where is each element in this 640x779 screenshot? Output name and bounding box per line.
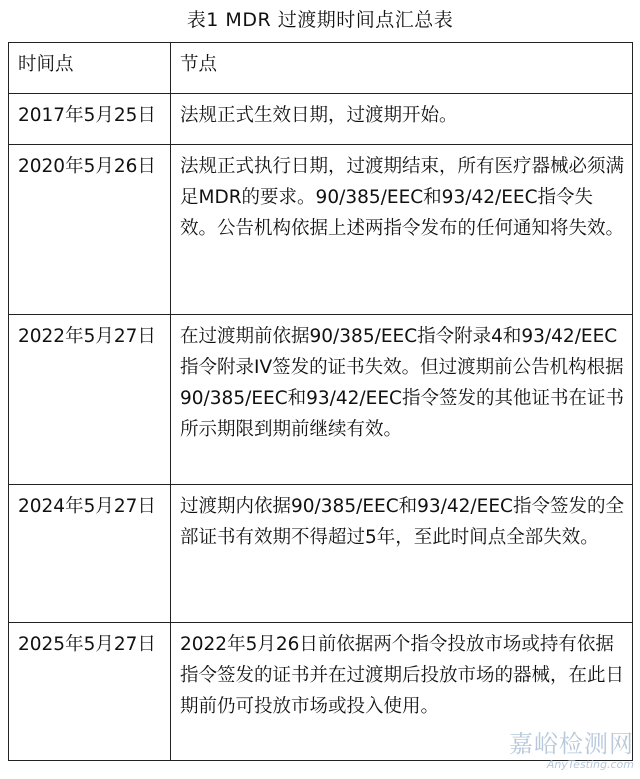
milestone-cell: 2022年5月26日前依据两个指令投放市场或持有依据指令签发的证书并在过渡期后投放市场的器械，在此日期前仍可投放市场或投入使用。 [171,623,633,761]
table-row [9,94,633,145]
watermark-text: 嘉峪检测网 [509,730,634,758]
milestone-cell: 过渡期内依据90/385/EEC和93/42/EEC指令签发的全部证书有效期不得超过5年，至此时间点全部失效。 [171,485,633,623]
table-row [9,145,633,315]
milestone-cell: 在过渡期前依据90/385/EEC指令附录4和93/42/EEC指令附录IV签发的证书失效。但过渡期前公告机构根据90/385/EEC和93/42/EEC指令签发的其他证书在证书所示期限到期前继续有效。 [171,315,633,485]
time-point-cell: 2020年5月26日 [9,145,171,315]
table-title: 表1 MDR 过渡期时间点汇总表 [186,9,454,31]
time-point-cell: 2024年5月27日 [9,485,171,623]
watermark-url: AnyTesting.com [546,758,634,771]
table-header-row [9,43,633,94]
time-point-cell: 2022年5月27日 [9,315,171,485]
table-row [9,485,633,623]
column-header-time-point: 时间点 [9,43,171,94]
milestone-cell: 法规正式执行日期，过渡期结束，所有医疗器械必须满足MDR的要求。90/385/EEC和93/42/EEC指令失效。公告机构依据上述两指令发布的任何通知将失效。 [171,145,633,315]
table-row [9,623,633,761]
column-header-milestone: 节点 [171,43,633,94]
time-point-cell: 2017年5月25日 [9,94,171,145]
time-point-cell: 2025年5月27日 [9,623,171,761]
table-row [9,315,633,485]
milestone-cell: 法规正式生效日期，过渡期开始。 [171,94,633,145]
mdr-transition-table [8,42,633,761]
